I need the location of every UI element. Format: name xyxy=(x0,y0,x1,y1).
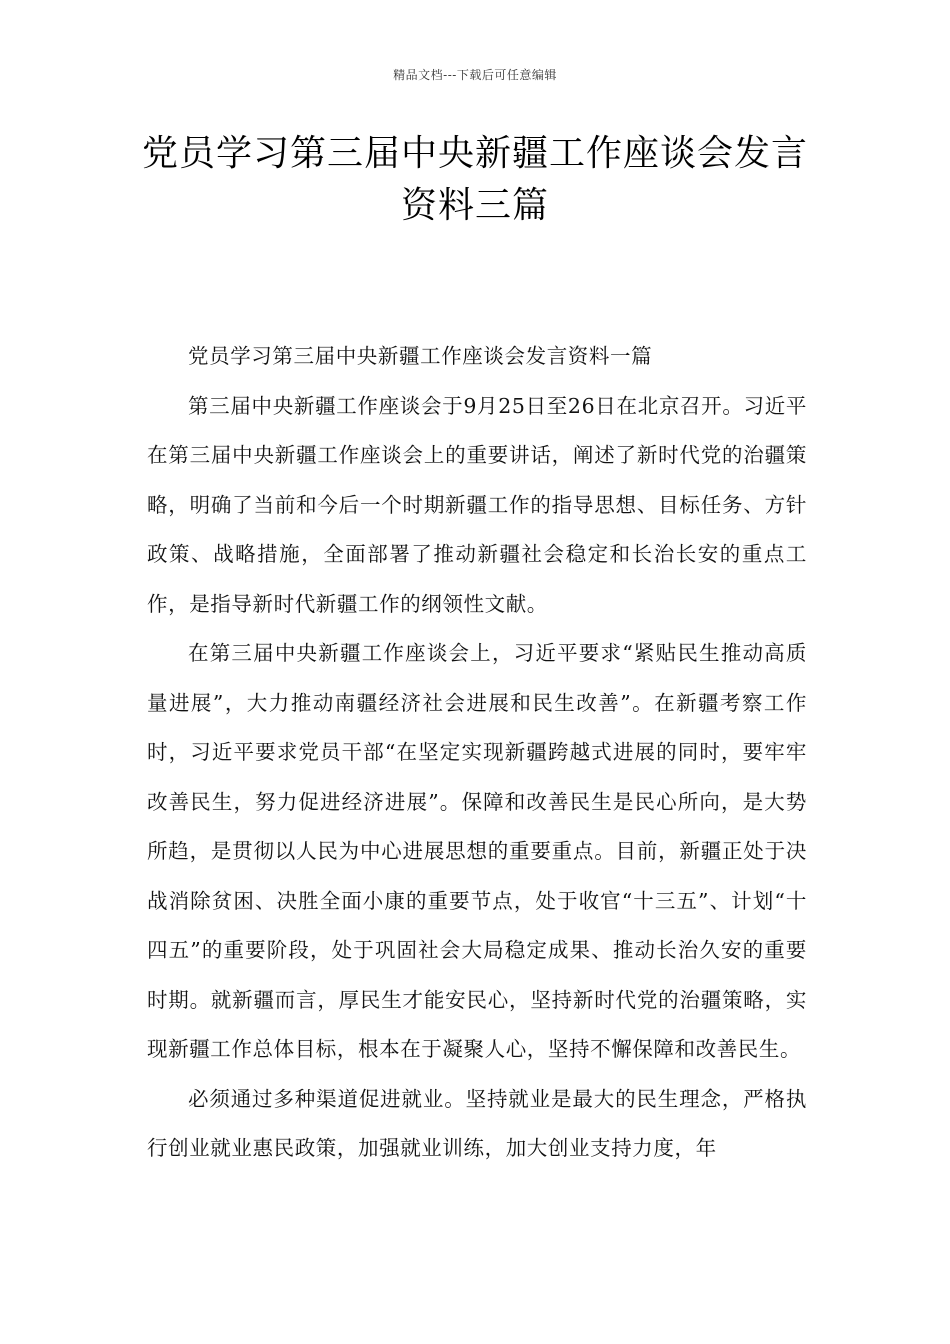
paragraph: 必须通过多种渠道促进就业。坚持就业是最大的民生理念，严格执行创业就业惠民政策，加强就业训练，加大创业支持力度，年 xyxy=(147,1086,807,1160)
document-title: 党员学习第三届中央新疆工作座谈会发言资料三篇 xyxy=(141,133,808,226)
header-note: 精品文档---下载后可任意编辑 xyxy=(393,68,557,82)
paragraph-subtitle: 党员学习第三届中央新疆工作座谈会发言资料一篇 xyxy=(188,344,653,368)
paragraph: 在第三届中央新疆工作座谈会上，习近平要求“紧贴民生推动高质量进展”，大力推动南疆经济社会进展和民生改善”。在新疆考察工作时，习近平要求党员干部“在坚定实现新疆跨越式进展的同时，要牢牢改善民生，努力促进经济进展”。保障和改善民生是民心所向，是大势所趋，是贯彻以人民为中心进展思想的重要重点。目前，新疆正处于决战消除贫困、决胜全面小康的重要节点，处于收官“十三五”、计划“十四五”的重要阶段，处于巩固社会大局稳定成果、推动长治久安的重要时期。就新疆而言，厚民生才能安民心，坚持新时代党的治疆策略，实现新疆工作总体目标，根本在于凝聚人心，坚持不懈保障和改善民生。 xyxy=(147,641,807,1061)
paragraph: 第三届中央新疆工作座谈会于9月25日至26日在北京召开。习近平在第三届中央新疆工作座谈会上的重要讲话，阐述了新时代党的治疆策略，明确了当前和今后一个时期新疆工作的指导思想、目标任务、方针政策、战略措施，全面部署了推动新疆社会稳定和长治长安的重点工作，是指导新时代新疆工作的纲领性文献。 xyxy=(147,393,807,616)
document-body xyxy=(147,332,807,1174)
